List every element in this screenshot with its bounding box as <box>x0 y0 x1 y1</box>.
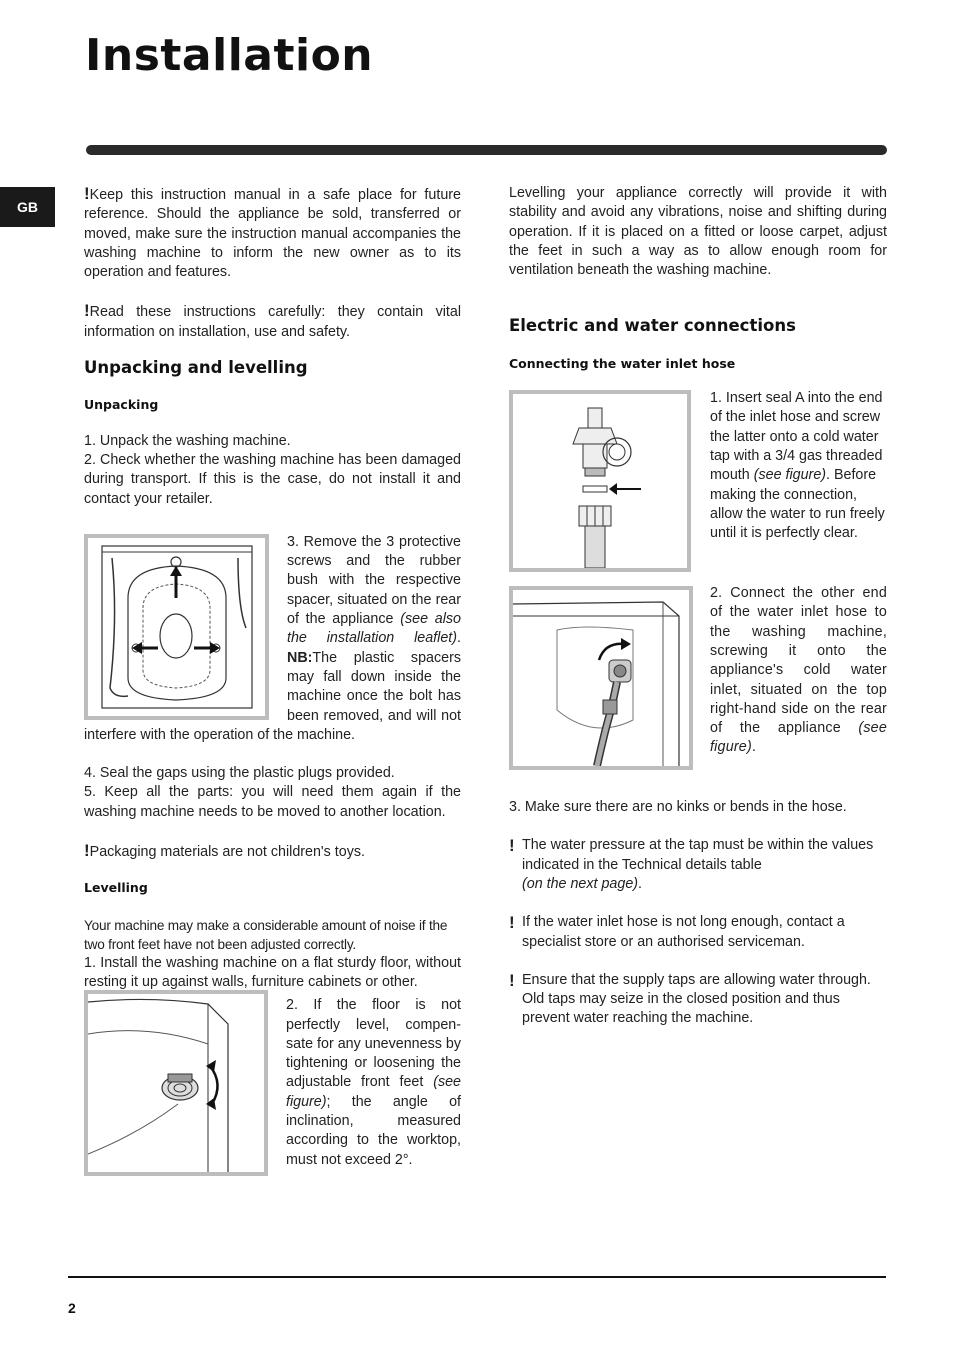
subheading-inlet-hose: Connecting the water inlet hose <box>509 355 736 371</box>
section-title-connections: Electric and water connections <box>509 316 796 336</box>
levelling-step-2: 2. If the floor is not perfectly level, compen-sate for any unevenness by tightening or loosening the adjustable front feet (see figure); the angle of inclination, measured according to the worktop, must not exceed 2°. <box>286 997 461 1168</box>
intro-paragraph-2: !Read these instructions carefully: they contain vital information on installation, use and safety. <box>84 301 461 340</box>
subheading-unpacking: Unpacking <box>84 397 159 413</box>
right-column <box>509 184 887 1029</box>
warning-icon: ! <box>509 836 515 856</box>
warning-icon: ! <box>84 301 90 321</box>
warning-icon: ! <box>84 841 90 861</box>
figure-rear-screws <box>84 534 269 720</box>
unpack-step-5: 5. Keep all the parts: you will need them again if the washing machine needs to be moved to another location. <box>84 784 461 820</box>
unpack-step-3: 3. Remove the 3 protective screws and the rubber bush with the respective spacer, situated on the rear of the appliance (see also the installation leaflet). NB:The plastic spacers may fall down inside the machine once the bolt has been removed, and will not interfere with the operation of the machine. <box>84 533 461 743</box>
footer-divider <box>68 1276 886 1278</box>
title-divider <box>86 145 887 155</box>
page-number: 2 <box>68 1300 76 1316</box>
note-water-pressure: ! The water pressure at the tap must be within the values indicated in the Technical details table (on the next page). <box>509 836 887 894</box>
language-tab: GB <box>0 187 55 227</box>
levelling-step-1: 1. Install the washing machine on a flat sturdy floor, without resting it up against walls, furniture cabinets or other. <box>84 954 461 990</box>
connection-step-2: 2. Connect the other end of the water inlet hose to the washing machine, screwing it onto the appliance's cold water inlet, situated on the top right-hand side on the rear of the appliance (see figure). <box>710 585 887 756</box>
levelling-intro: Your machine may make a considerable amount of noise if the two front feet have not been adjusted correctly. <box>84 917 448 952</box>
note-supply-taps: ! Ensure that the supply taps are allowing water through. Old taps may seize in the closed position and thus prevent water reaching the machine. <box>509 971 887 1029</box>
figure-machine-inlet <box>509 586 693 770</box>
connection-step-3: 3. Make sure there are no kinks or bends in the hose. <box>509 799 847 816</box>
left-column <box>84 184 461 1178</box>
connection-step-1: 1. Insert seal A into the end of the inlet hose and screw the latter onto a cold water tap with a 3/4 gas threaded mouth (see figure). Before making the connection, allow the water to run freely until it is perfectly clear. <box>710 390 885 542</box>
unpack-step-1: 1. Unpack the washing machine. <box>84 432 291 449</box>
intro-paragraph-1: !Keep this instruction manual in a safe place for future reference. Should the appliance be sold, transferred or moved, make sure the instruction manual accompanies the washing machine to inform the new owner as to its operation and features. <box>84 184 461 281</box>
section-title-unpacking-levelling: Unpacking and levelling <box>84 358 308 378</box>
subheading-levelling: Levelling <box>84 880 148 896</box>
figure-tap-connection <box>509 390 691 572</box>
packaging-note: !Packaging materials are not children's toys. <box>84 841 365 861</box>
levelling-benefit-paragraph: Levelling your appliance correctly will provide it with stability and avoid any vibrations, noise and shifting during operation. If it is placed on a fitted or loose carpet, adjust the feet in such a way as to allow enough room for ventilation beneath the washing machine. <box>509 185 887 279</box>
note-hose-length: ! If the water inlet hose is not long enough, contact a specialist store or an authorised serviceman. <box>509 913 887 952</box>
unpack-step-2: 2. Check whether the washing machine has been damaged during transport. If this is the case, do not install it and contact your retailer. <box>84 451 461 507</box>
warning-icon: ! <box>84 184 90 203</box>
figure-adjustable-feet <box>84 990 268 1176</box>
unpack-step-4: 4. Seal the gaps using the plastic plugs provided. <box>84 765 395 782</box>
warning-icon: ! <box>509 913 515 933</box>
warning-icon: ! <box>509 970 515 990</box>
page-title: Installation <box>85 30 374 81</box>
